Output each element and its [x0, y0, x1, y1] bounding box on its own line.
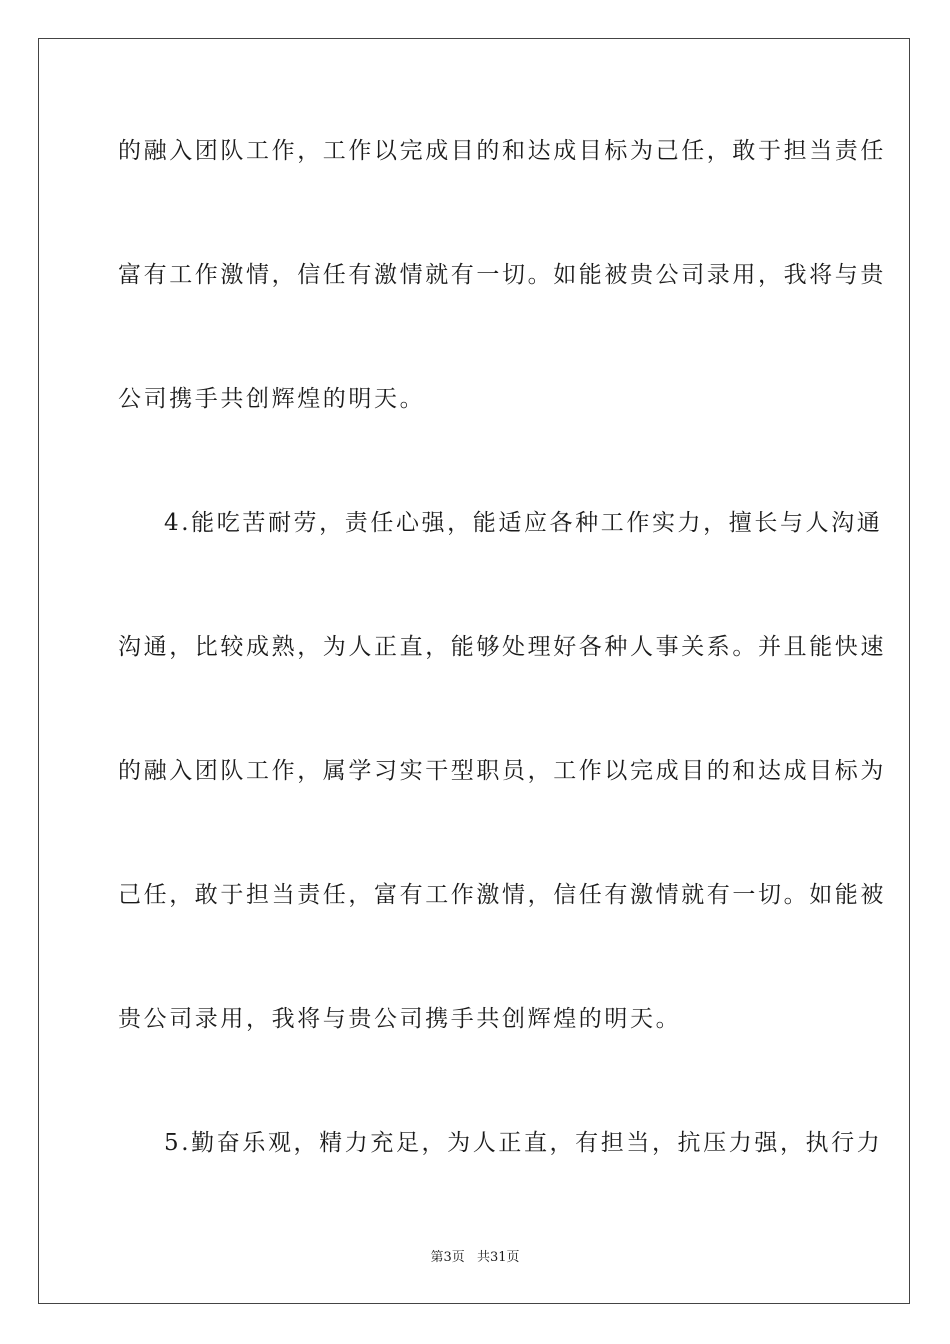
body-text-line: 富有工作激情，信任有激情就有一切。如能被贵公司录用，我将与贵	[118, 262, 886, 288]
list-item-4-start: 4.能吃苦耐劳，责任心强，能适应各种工作实力，擅长与人沟通	[164, 510, 883, 536]
body-text-line: 的融入团队工作，工作以完成目的和达成目标为己任，敢于担当责任	[118, 138, 886, 164]
page-total: 共31页	[476, 1250, 520, 1265]
body-text-line: 己任，敢于担当责任，富有工作激情，信任有激情就有一切。如能被	[118, 882, 886, 908]
body-text-line: 沟通，比较成熟，为人正直，能够处理好各种人事关系。并且能快速	[118, 634, 886, 660]
page-number: 第3页	[430, 1250, 465, 1265]
list-item-5-start: 5.勤奋乐观，精力充足，为人正直，有担当，抗压力强，执行力	[164, 1130, 883, 1156]
page-border	[38, 38, 910, 1304]
page-footer	[0, 1246, 950, 1265]
body-text-line: 贵公司录用，我将与贵公司携手共创辉煌的明天。	[118, 1006, 682, 1032]
body-text-line: 的融入团队工作，属学习实干型职员，工作以完成目的和达成目标为	[118, 758, 886, 784]
body-text-line: 公司携手共创辉煌的明天。	[118, 386, 426, 412]
